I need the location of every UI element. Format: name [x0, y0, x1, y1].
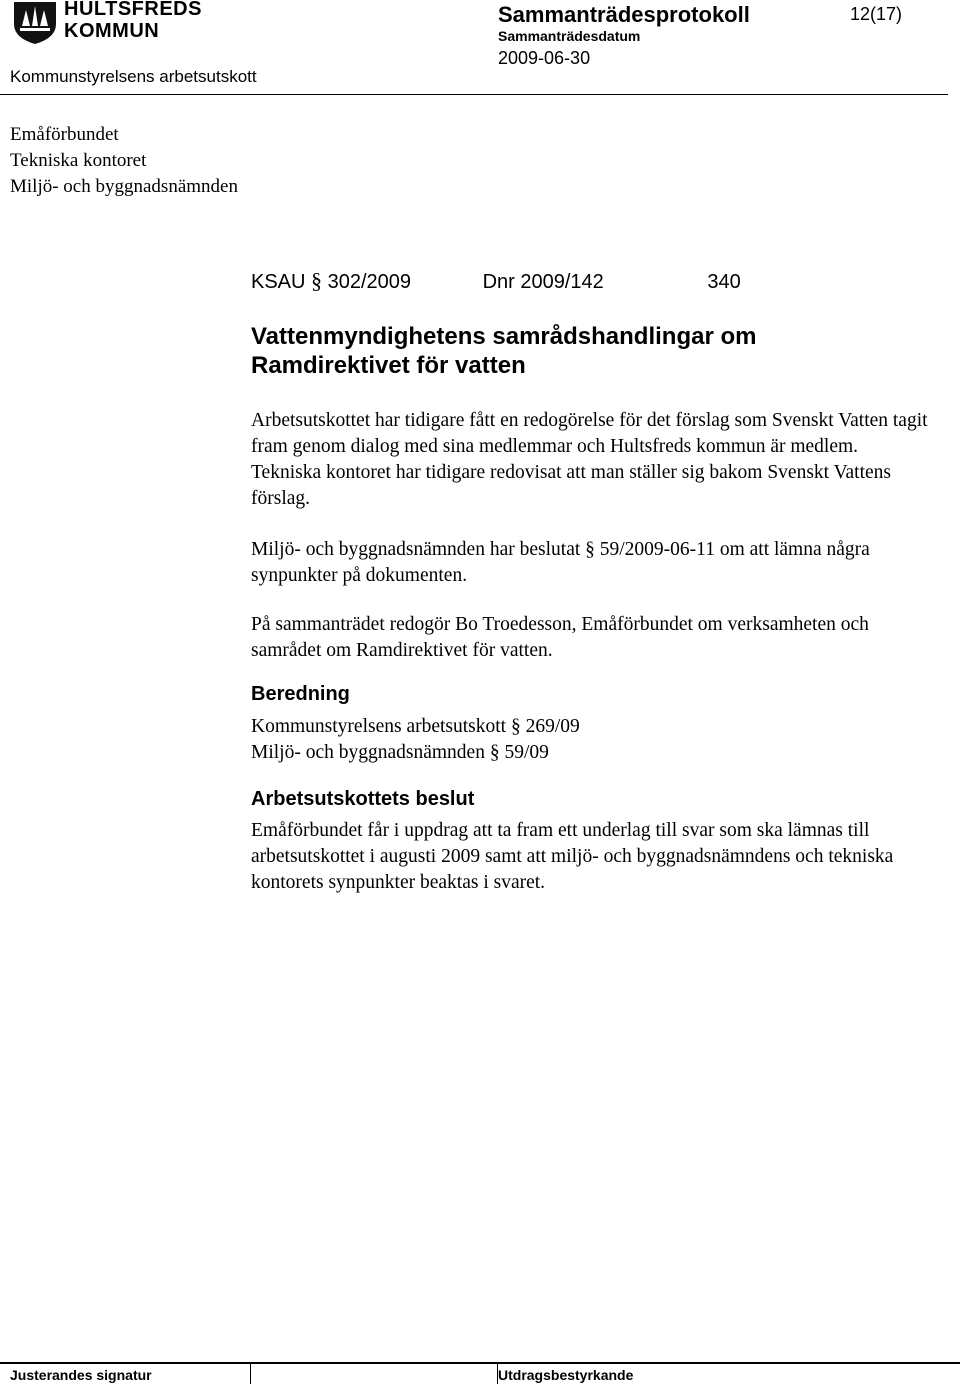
- page-number: 12(17): [850, 4, 903, 24]
- footer-separator: [250, 1362, 251, 1384]
- distribution-item: Emåförbundet: [10, 124, 119, 145]
- section-sign: §: [311, 268, 323, 293]
- p2-text-b: 59/2009-06-11 om att lämna några synpunkter på dokumenten.: [251, 539, 870, 586]
- case-title-line1: Vattenmyndighetens samrådshandlingar om: [251, 323, 757, 350]
- ksau-label: KSAU: [251, 271, 306, 293]
- beredning-list: [251, 714, 580, 766]
- municipality-logo: [12, 0, 202, 44]
- logo-line2: KOMMUN: [64, 20, 160, 42]
- footer-divider: [0, 1362, 960, 1364]
- section-sign: §: [510, 716, 521, 737]
- section-sign: §: [489, 742, 500, 763]
- paragraph-decision-reference: [251, 537, 931, 589]
- distribution-list: [10, 122, 238, 200]
- case-title-line2: Ramdirektivet för vatten: [251, 352, 526, 379]
- dnr-number: Dnr 2009/142: [482, 271, 604, 293]
- p2-text-a: Miljö- och byggnadsnämnden har beslutat: [251, 539, 581, 560]
- meeting-date-value: 2009-06-30: [498, 48, 591, 68]
- signature-label: Justerandes signatur: [10, 1367, 152, 1383]
- header-divider: [0, 94, 948, 95]
- beredning-heading: Beredning: [251, 683, 350, 705]
- beredning-item: Kommunstyrelsens arbetsutskott § 269/09: [251, 716, 580, 737]
- decision-text: Emåförbundet får i uppdrag att ta fram ett underlag till svar som ska lämnas till arbetsutskottet i augusti 2009 samt att miljö- och byggnadsnämndens och tekniska kontorets synpunkter beaktas i svaret.: [251, 820, 894, 893]
- committee-name: Kommunstyrelsens arbetsutskott: [10, 67, 257, 86]
- case-number: 340: [707, 271, 741, 293]
- decision-heading: Arbetsutskottets beslut: [251, 788, 475, 810]
- extract-certification-label: Utdragsbestyrkande: [498, 1367, 634, 1383]
- beredning-item: Miljö- och byggnadsnämnden § 59/09: [251, 742, 549, 763]
- case-reference: [251, 268, 741, 294]
- meeting-date-label: Sammanträdesdatum: [498, 28, 641, 44]
- paragraph-meeting: På sammanträdet redogör Bo Troedesson, Emåförbundet om verksamheten och samrådet om Ramdirektivet för vatten.: [251, 614, 869, 661]
- case-title: [251, 322, 911, 380]
- paragraph-background: Arbetsutskottet har tidigare fått en redogörelse för det förslag som Svenskt Vatten tagit fram genom dialog med sina medlemmar och Hultsfreds kommun är medlem. Tekniska kontoret har tidigare redovisat att man ställer sig bakom Svenskt Vattens förslag.: [251, 410, 928, 509]
- logo-line1: HULTSFREDS: [64, 0, 202, 20]
- distribution-item: Tekniska kontoret: [10, 150, 147, 171]
- document-title: Sammanträdesprotokoll: [498, 2, 750, 27]
- section-sign: §: [585, 539, 595, 560]
- ksau-number: 302/2009: [327, 271, 412, 293]
- distribution-item: Miljö- och byggnadsnämnden: [10, 176, 238, 197]
